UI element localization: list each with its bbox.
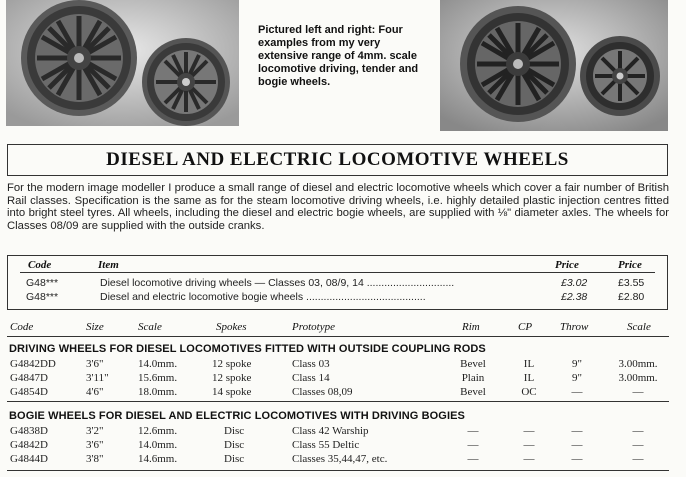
- cell-spokes: 12 spoke: [212, 372, 252, 384]
- cell-code: G4842DD: [10, 358, 56, 370]
- cell-scale: 14.0mm.: [138, 358, 178, 370]
- cell-scale: 18.0mm.: [138, 386, 178, 398]
- cell-spokes: Disc: [224, 439, 245, 451]
- price-row-price-2: £3.55: [618, 277, 645, 289]
- cell-prototype: Class 14: [292, 372, 330, 384]
- price-row-code: G48***: [26, 291, 59, 303]
- header-rule: [7, 336, 669, 337]
- table-row: [0, 439, 686, 452]
- price-header-item: Item: [98, 259, 119, 271]
- price-row-item: Diesel and electric locomotive bogie wheels .........................................: [100, 291, 426, 303]
- cell-spokes: Disc: [224, 453, 245, 465]
- col-header-scale: Scale: [138, 321, 162, 333]
- wheels-image-right: [440, 0, 668, 131]
- price-row-price-1: £2.38: [561, 291, 588, 303]
- col-header-size: Size: [86, 321, 104, 333]
- col-header-scale-2: Scale: [627, 321, 651, 333]
- cell-cp: IL: [523, 358, 535, 370]
- table-row: [0, 358, 686, 371]
- cell-prototype: Classes 35,44,47, etc.: [292, 453, 388, 465]
- cell-code: G4842D: [10, 439, 48, 451]
- cell-size: 3'2": [86, 425, 104, 437]
- table-row: [0, 425, 686, 438]
- cell-scale: 14.0mm.: [138, 439, 178, 451]
- cell-cp: —: [523, 425, 535, 437]
- cell-rim: —: [467, 453, 479, 465]
- price-row-item: Diesel locomotive driving wheels — Classes 03, 08/9, 14 ..............................: [100, 277, 455, 289]
- cell-size: 3'8": [86, 453, 104, 465]
- cell-scale: 15.6mm.: [138, 372, 178, 384]
- table-row: [0, 453, 686, 466]
- section-heading-driving-wheels: DRIVING WHEELS FOR DIESEL LOCOMOTIVES FITTED WITH OUTSIDE COUPLING RODS: [9, 343, 486, 355]
- small-spoked-wheel-icon: [142, 38, 230, 126]
- cell-size: 3'6": [86, 358, 104, 370]
- col-header-cp: CP: [518, 321, 533, 333]
- cell-scale-2: 3.00mm.: [618, 372, 658, 384]
- cell-scale-2: —: [632, 386, 644, 398]
- wheels-image-left: [6, 0, 239, 126]
- cell-rim: Bevel: [460, 358, 486, 370]
- cell-throw: 9": [572, 372, 582, 384]
- wheels-photo-right: [440, 0, 668, 131]
- cell-prototype: Class 55 Deltic: [292, 439, 360, 451]
- page-title: DIESEL AND ELECTRIC LOCOMOTIVE WHEELS: [106, 149, 569, 170]
- cell-scale-2: —: [632, 425, 644, 437]
- cell-throw: —: [571, 425, 583, 437]
- cell-scale-2: —: [632, 453, 644, 465]
- cell-scale: 14.6mm.: [138, 453, 178, 465]
- price-header-rule: [20, 272, 655, 273]
- cell-rim: —: [467, 439, 479, 451]
- cell-spokes: Disc: [224, 425, 245, 437]
- section-heading-bogie-wheels: BOGIE WHEELS FOR DIESEL AND ELECTRIC LOCOMOTIVES WITH DRIVING BOGIES: [9, 410, 465, 422]
- cell-cp: IL: [523, 372, 535, 384]
- cell-scale: 12.6mm.: [138, 425, 178, 437]
- cell-rim: Plain: [461, 372, 485, 384]
- cell-scale-2: —: [632, 439, 644, 451]
- section-title-box: [7, 144, 668, 176]
- cell-code: G4854D: [10, 386, 48, 398]
- price-row-price-2: £2.80: [618, 291, 645, 303]
- cell-size: 3'6": [86, 439, 104, 451]
- col-header-rim: Rim: [462, 321, 480, 333]
- cell-code: G4838D: [10, 425, 48, 437]
- col-header-prototype: Prototype: [292, 321, 335, 333]
- bottom-rule: [7, 470, 669, 471]
- cell-rim: —: [467, 425, 479, 437]
- cell-scale-2: 3.00mm.: [618, 358, 658, 370]
- cell-throw: —: [571, 439, 583, 451]
- bogie-wheel-icon: [580, 36, 660, 116]
- intro-paragraph: For the modern image modeller I produce a small range of diesel and electric locomotive wheels which cover a fair number of British Rail classes. Specification is the same as for the steam locomotive driving wheels, i.e. highly detailed plastic injection centres fitted into bright steel tyres. All wheels, including the diesel and electric bogie wheels, are supplied with ⅛" diameter axles. The wheels for Classes 08/09 are supplied with the outside cranks.: [7, 182, 669, 232]
- col-header-spokes: Spokes: [216, 321, 247, 333]
- cell-throw: —: [571, 386, 583, 398]
- cell-size: 4'6": [86, 386, 104, 398]
- cell-prototype: Class 42 Warship: [292, 425, 369, 437]
- section-rule: [7, 401, 669, 402]
- photo-caption: Pictured left and right: Four examples from my very extensive range of 4mm. scale locomotive driving, tender and bogie wheels.: [258, 24, 419, 88]
- cell-cp: —: [523, 453, 535, 465]
- cell-code: G4847D: [10, 372, 48, 384]
- cell-cp: —: [523, 439, 535, 451]
- cell-size: 3'11": [86, 372, 109, 384]
- cell-prototype: Class 03: [292, 358, 330, 370]
- cell-code: G4844D: [10, 453, 48, 465]
- price-header-code: Code: [28, 259, 52, 271]
- cell-throw: —: [571, 453, 583, 465]
- price-header-price-1: Price: [555, 259, 579, 271]
- table-row: [0, 386, 686, 399]
- wheels-photo-left: [6, 0, 239, 126]
- cell-spokes: 14 spoke: [212, 386, 252, 398]
- driving-wheel-icon: [460, 6, 576, 122]
- cell-cp: OC: [521, 386, 537, 398]
- price-row-code: G48***: [26, 277, 59, 289]
- col-header-throw: Throw: [560, 321, 589, 333]
- table-row: [0, 372, 686, 385]
- cell-prototype: Classes 08,09: [292, 386, 353, 398]
- price-header-price-2: Price: [618, 259, 642, 271]
- cell-throw: 9": [572, 358, 582, 370]
- cell-rim: Bevel: [460, 386, 486, 398]
- price-row-price-1: £3.02: [561, 277, 588, 289]
- price-table: [7, 255, 668, 310]
- col-header-code: Code: [10, 321, 34, 333]
- large-spoked-wheel-icon: [21, 0, 137, 116]
- cell-spokes: 12 spoke: [212, 358, 252, 370]
